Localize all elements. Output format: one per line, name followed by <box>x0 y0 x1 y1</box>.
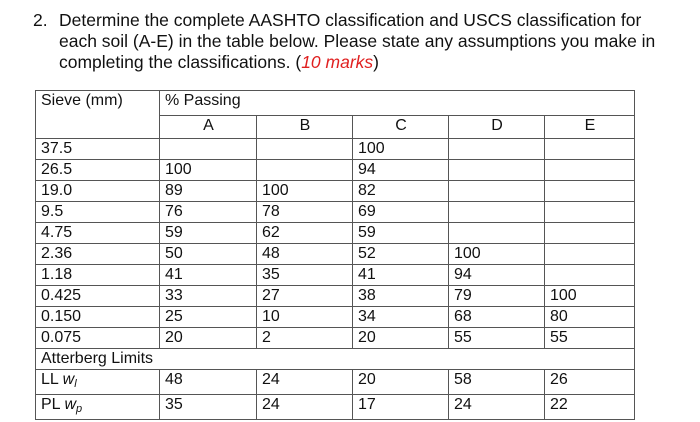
percent-passing-d <box>449 181 545 202</box>
percent-passing-c: 34 <box>353 307 449 328</box>
sieve-row <box>36 328 635 349</box>
sieve-row <box>36 139 635 160</box>
percent-passing-a: 25 <box>160 307 257 328</box>
soil-letter-row <box>36 116 635 139</box>
percent-passing-e <box>545 265 635 286</box>
percent-passing-b: 62 <box>257 223 353 244</box>
percent-passing-e <box>545 160 635 181</box>
question-text: Determine the complete AASHTO classification and USCS classification for each soil (A-E) in the table below. Please state any assumptions you make in completing the classifications. ( <box>59 10 656 72</box>
ll-value-d: 58 <box>449 370 545 395</box>
percent-passing-d: 100 <box>449 244 545 265</box>
percent-passing-e: 55 <box>545 328 635 349</box>
header-passing-spacer <box>257 91 353 116</box>
soil-label-e: E <box>545 116 635 139</box>
percent-passing-e <box>545 181 635 202</box>
percent-passing-b <box>257 139 353 160</box>
percent-passing-a: 89 <box>160 181 257 202</box>
atterberg-label-text: Atterberg Limits <box>41 350 154 367</box>
pl-label <box>36 395 160 420</box>
sieve-size: 0.150 <box>36 307 160 328</box>
percent-passing-a: 41 <box>160 265 257 286</box>
pl-value-c: 17 <box>353 395 449 420</box>
sieve-size: 19.0 <box>36 181 160 202</box>
percent-passing-d: 94 <box>449 265 545 286</box>
percent-passing-e: 100 <box>545 286 635 307</box>
atterberg-header-row <box>36 349 635 370</box>
sieve-size: 9.5 <box>36 202 160 223</box>
sieve-row <box>36 223 635 244</box>
percent-passing-a <box>160 139 257 160</box>
sieve-row <box>36 202 635 223</box>
ll-symbol: w <box>62 371 75 388</box>
percent-passing-b: 100 <box>257 181 353 202</box>
ll-row <box>36 370 635 395</box>
sieve-analysis-table <box>35 90 635 420</box>
question-close-paren: ) <box>373 52 379 72</box>
sieve-size: 0.075 <box>36 328 160 349</box>
percent-passing-e <box>545 244 635 265</box>
ll-value-b: 24 <box>257 370 353 395</box>
percent-passing-b: 48 <box>257 244 353 265</box>
percent-passing-d: 79 <box>449 286 545 307</box>
sieve-row <box>36 181 635 202</box>
pl-row <box>36 395 635 420</box>
percent-passing-e <box>545 202 635 223</box>
sieve-row <box>36 307 635 328</box>
percent-passing-b: 35 <box>257 265 353 286</box>
percent-passing-b <box>257 160 353 181</box>
percent-passing-a: 50 <box>160 244 257 265</box>
question-text-block <box>33 10 673 73</box>
pl-value-e: 22 <box>545 395 635 420</box>
percent-passing-b: 2 <box>257 328 353 349</box>
atterberg-spacer <box>257 349 353 370</box>
percent-passing-c: 52 <box>353 244 449 265</box>
sieve-row <box>36 286 635 307</box>
atterberg-spacer <box>449 349 545 370</box>
ll-value-e: 26 <box>545 370 635 395</box>
ll-value-a: 48 <box>160 370 257 395</box>
pl-value-d: 24 <box>449 395 545 420</box>
pl-value-a: 35 <box>160 395 257 420</box>
sieve-size: 4.75 <box>36 223 160 244</box>
percent-passing-e <box>545 223 635 244</box>
pl-value-b: 24 <box>257 395 353 420</box>
header-sieve: Sieve (mm) <box>36 91 160 116</box>
header-passing-spacer <box>353 91 449 116</box>
question-body <box>59 10 673 73</box>
percent-passing-c: 100 <box>353 139 449 160</box>
question-marks: 10 marks <box>301 52 374 72</box>
percent-passing-d <box>449 160 545 181</box>
pl-symbol: w <box>64 396 76 413</box>
ll-label <box>36 370 160 395</box>
soil-label-c: C <box>353 116 449 139</box>
percent-passing-a: 33 <box>160 286 257 307</box>
percent-passing-b: 78 <box>257 202 353 223</box>
soil-label-d: D <box>449 116 545 139</box>
table-header-row <box>36 91 635 116</box>
percent-passing-d <box>449 223 545 244</box>
percent-passing-d: 68 <box>449 307 545 328</box>
sieve-size: 0.425 <box>36 286 160 307</box>
percent-passing-a: 59 <box>160 223 257 244</box>
header-passing: % Passing <box>160 91 257 116</box>
percent-passing-c: 20 <box>353 328 449 349</box>
atterberg-spacer <box>545 349 635 370</box>
percent-passing-b: 27 <box>257 286 353 307</box>
atterberg-label <box>36 349 160 370</box>
sieve-size: 2.36 <box>36 244 160 265</box>
percent-passing-e: 80 <box>545 307 635 328</box>
percent-passing-d <box>449 139 545 160</box>
atterberg-spacer <box>160 349 257 370</box>
soil-label-b: B <box>257 116 353 139</box>
pl-label-text: PL <box>41 396 60 413</box>
sieve-row <box>36 160 635 181</box>
soil-label-a: A <box>160 116 257 139</box>
percent-passing-c: 94 <box>353 160 449 181</box>
percent-passing-d: 55 <box>449 328 545 349</box>
percent-passing-c: 41 <box>353 265 449 286</box>
percent-passing-c: 38 <box>353 286 449 307</box>
percent-passing-c: 82 <box>353 181 449 202</box>
header-passing-spacer <box>449 91 545 116</box>
percent-passing-c: 69 <box>353 202 449 223</box>
letter-row-spacer <box>36 116 160 139</box>
percent-passing-c: 59 <box>353 223 449 244</box>
percent-passing-d <box>449 202 545 223</box>
pl-subscript: p <box>76 403 83 415</box>
question-number: 2. <box>33 10 48 30</box>
atterberg-spacer <box>353 349 449 370</box>
sieve-size: 1.18 <box>36 265 160 286</box>
sieve-row <box>36 244 635 265</box>
percent-passing-e <box>545 139 635 160</box>
ll-subscript: l <box>74 378 77 390</box>
sieve-size: 37.5 <box>36 139 160 160</box>
percent-passing-b: 10 <box>257 307 353 328</box>
ll-value-c: 20 <box>353 370 449 395</box>
header-passing-spacer <box>545 91 635 116</box>
percent-passing-a: 76 <box>160 202 257 223</box>
percent-passing-a: 20 <box>160 328 257 349</box>
sieve-size: 26.5 <box>36 160 160 181</box>
ll-label-text: LL <box>41 371 59 388</box>
percent-passing-a: 100 <box>160 160 257 181</box>
sieve-row <box>36 265 635 286</box>
